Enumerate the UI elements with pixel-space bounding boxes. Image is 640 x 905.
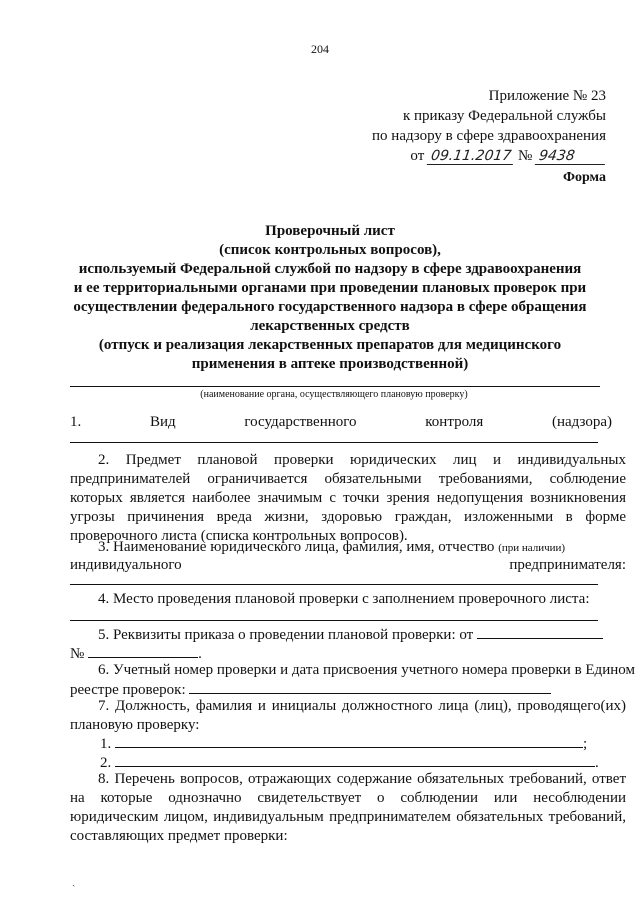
item-3-word: предпринимателя: <box>509 557 626 573</box>
appendix-line-3: по надзору в сфере здравоохранения <box>372 128 606 144</box>
item-6-text: реестре проверок: <box>70 682 186 698</box>
handwritten-date: 09.11.2017 <box>427 148 516 165</box>
item-3-word: индивидуального <box>70 557 182 573</box>
item-7-entry-2 <box>100 752 599 772</box>
appendix-line-1: Приложение № 23 <box>488 88 606 104</box>
item-7-entry-1 <box>100 733 587 753</box>
item-4-fill-line[interactable] <box>70 620 598 621</box>
entry-end-mark: . <box>595 755 599 771</box>
title-line: Проверочный лист <box>265 223 395 239</box>
item-7-entry-1-field[interactable] <box>115 733 583 748</box>
item-5-text: 5. Реквизиты приказа о проведении плановой проверки: от <box>98 627 474 643</box>
document-title <box>60 222 600 374</box>
entry-number: 2. <box>100 755 112 771</box>
item-6-paragraph: 6. Учетный номер проверки и дата присвоения учетного номера проверки в Едином <box>98 662 635 678</box>
item-3-second-line <box>70 556 626 575</box>
item-1-fill-line[interactable] <box>70 442 598 443</box>
title-line: (отпуск и реализация лекарственных препаратов для медицинского <box>98 337 562 353</box>
item-1-word: контроля <box>425 414 484 430</box>
item-5-date-field[interactable] <box>477 624 603 639</box>
item-7-paragraph: 7. Должность, фамилия и инициалы должностного лица (лиц), проводящего(их) плановую проверку: <box>70 698 626 733</box>
number-prefix: № <box>517 148 533 164</box>
handwritten-number: 9438 <box>535 148 607 165</box>
item-4-paragraph: 4. Место проведения плановой проверки с заполнением проверочного листа: <box>98 591 590 607</box>
item-1-word: Вид <box>149 414 176 430</box>
title-line: и ее территориальными органами при проведении плановых проверок при <box>73 280 587 296</box>
entry-end-mark: ; <box>583 736 588 752</box>
item-6-fill-field[interactable] <box>189 679 551 694</box>
organ-name-line[interactable] <box>70 386 600 387</box>
appendix-header <box>372 86 606 166</box>
organ-name-caption: (наименование органа, осуществляющего плановую проверку) <box>200 389 468 400</box>
title-line: применения в аптеке производственной) <box>191 356 469 372</box>
item-2-paragraph: 2. Предмет плановой проверки юридических лиц и индивидуальных предпринимателей ограничивается обязательными требованиями, соблюдение которых является наиболее значимым с точки зрения недопущения возникновения угрозы причинения вреда жизни, здоровью граждан, изложенными в форме проверочного листа (списка контрольных вопросов). <box>70 452 626 544</box>
item-3-paragraph <box>70 538 626 558</box>
item-1-inspection-type <box>70 414 612 431</box>
date-prefix: от <box>410 148 425 164</box>
item-5-number-sign: № <box>70 646 85 662</box>
form-label: Форма <box>562 170 606 185</box>
entry-number: 1. <box>100 736 112 752</box>
item-7-entry-2-field[interactable] <box>115 752 595 767</box>
item-8-paragraph: 8. Перечень вопросов, отражающих содержание обязательных требований, ответ на которые однозначно свидетельствует о соблюдении или несоблюдении юридическим лицом, индивидуальным предпринимателем обязательных требований, составляющих предмет проверки: <box>70 771 626 844</box>
title-line: используемый Федеральной службой по надзору в сфере здравоохранения <box>78 261 582 277</box>
item-5-number-field[interactable] <box>88 643 198 658</box>
item-1-word: (надзора) <box>552 414 612 430</box>
page-number: 204 <box>311 42 329 56</box>
item-1-number: 1. <box>70 414 82 430</box>
item-5-paragraph <box>70 624 626 645</box>
title-line: (список контрольных вопросов), <box>219 242 441 258</box>
item-3-note: (при наличии) <box>498 542 566 554</box>
appendix-line-2: к приказу Федеральной службы <box>402 108 606 124</box>
item-3-text: 3. Наименование юридического лица, фамилия, имя, отчество <box>98 539 495 555</box>
title-line: осуществлении федерального государственного надзора в сфере обращения <box>73 299 587 315</box>
item-5-number-line: № . <box>70 643 626 664</box>
appendix-order-line <box>372 146 606 166</box>
title-line: лекарственных средств <box>250 318 410 334</box>
item-3-fill-line[interactable] <box>70 584 598 585</box>
scan-mark: ˎ <box>72 876 76 887</box>
item-1-word: государственного <box>244 414 357 430</box>
